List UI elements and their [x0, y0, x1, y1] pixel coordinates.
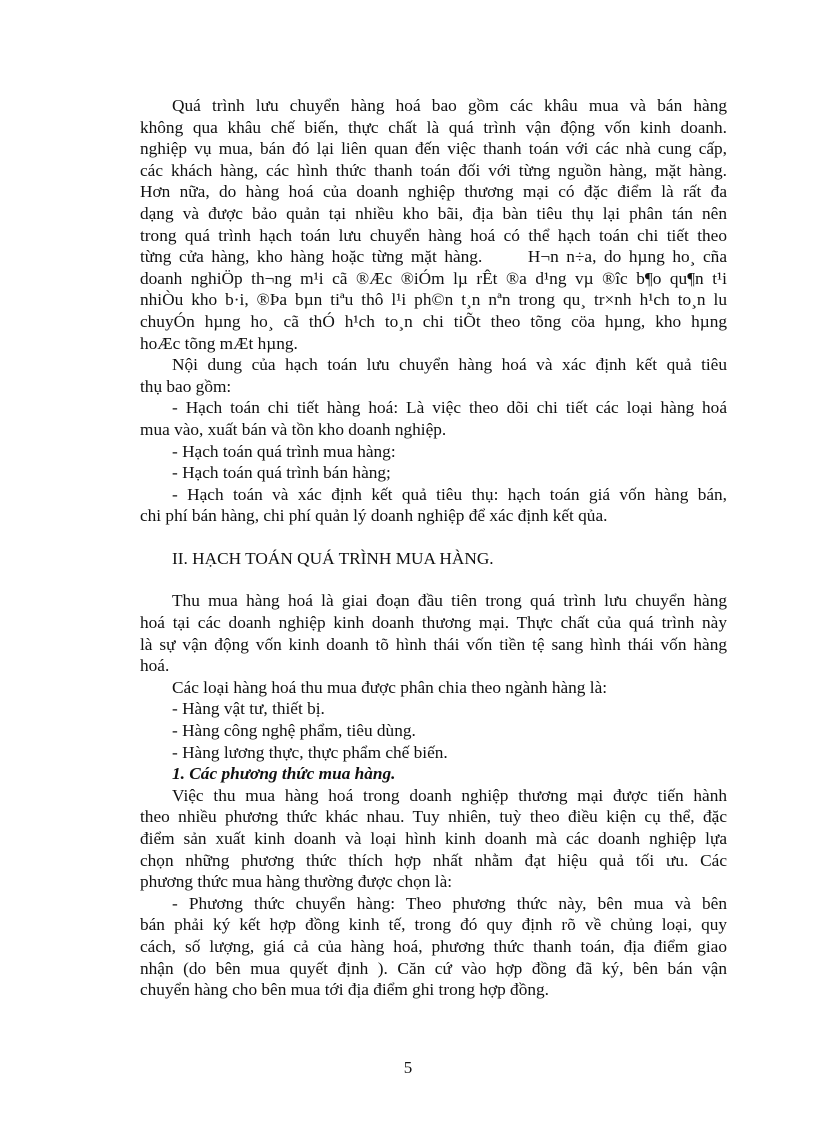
text-line: Nội dung của hạch toán lưu chuyển hàng hoá và xác định kết quả tiêu — [172, 355, 727, 375]
text-line: nghiệp vụ mua, bán đó lại liên quan đến việc thanh toán với các nhà cung cấp, — [140, 139, 727, 159]
text-line: - Hạch toán quá trình mua hàng: — [172, 441, 396, 461]
text-line: - Hàng lương thực, thực phẩm chế biến. — [172, 742, 448, 762]
text-line: chọn những phương thức thích hợp nhất nhằm đạt hiệu quả tối ưu. Các — [140, 850, 727, 870]
text-line: doanh nghiÖp th¬ng m¹i cã ®Æc ®iÓm lµ rÊt ®a d¹ng vµ ®îc b¶o qu¶n t¹i — [140, 268, 727, 288]
text-line: là sự vận động vốn kinh doanh tõ hình thái vốn tiền tệ sang hình thái vốn hàng — [140, 634, 727, 654]
text-line: mua vào, xuất bán và tồn kho doanh nghiệp. — [140, 419, 447, 439]
text-line: dạng và được bảo quản tại nhiều kho bãi, địa bàn tiêu thụ lại phân tán nên — [140, 203, 727, 223]
document-body — [140, 95, 727, 1001]
text-line: theo nhiều phương thức khác nhau. Tuy nhiên, tuỳ theo điều kiện cụ thể, đặc — [140, 807, 727, 827]
page-number: 5 — [403, 1058, 413, 1077]
text-line: - Hạch toán chi tiết hàng hoá: Là việc theo dõi chi tiết các loại hàng hoá — [172, 398, 727, 418]
text-line: không qua khâu chế biến, thực chất là quá trình vận động vốn kinh doanh. — [140, 117, 727, 137]
text-line: trong quá trình hạch toán lưu chuyển hàng hoá có thể hạch toán chi tiết theo — [140, 225, 727, 245]
text-line: điểm sản xuất kinh doanh và loại hình kinh doanh mà các doanh nghiệp lựa — [140, 829, 727, 848]
text-line: - Hàng công nghệ phẩm, tiêu dùng. — [172, 721, 416, 741]
text-line: Thu mua hàng hoá là giai đoạn đầu tiên trong quá trình lưu chuyển hàng — [172, 591, 727, 611]
text-line: chuyển hàng cho bên mua tới địa điểm ghi trong hợp đồng. — [140, 980, 549, 1000]
text-line: chuyÓn hµng ho¸ cã thÓ h¹ch to¸n chi tiÕt theo tõng cöa hµng, kho hµng — [140, 311, 727, 331]
text-line: phương thức mua hàng thường được chọn là: — [140, 872, 453, 892]
text-line: hoá. — [140, 656, 170, 676]
text-line: Các loại hàng hoá thu mua được phân chia theo ngành hàng là: — [172, 677, 608, 697]
text-line: nhận (do bên mua quyết định ). Căn cứ vào hợp đồng đã ký, bên bán vận — [140, 958, 727, 978]
text-line: từng cửa hàng, kho hàng hoặc từng mặt hàng. H¬n n÷a, do hµng ho¸ cña — [140, 247, 727, 267]
text-line: hoá tại các doanh nghiệp kinh doanh thương mại. Thực chất của quá trình này — [140, 613, 727, 633]
text-line: chi phí bán hàng, chi phí quản lý doanh nghiệp để xác định kết qủa. — [140, 506, 608, 526]
text-line: nhiÒu kho b·i, ®Þa bµn tiªu thô l¹i ph©n t¸n nªn trong qu¸ tr×nh h¹ch to¸n lu — [140, 290, 727, 310]
text-line: Hơn nữa, do hàng hoá của doanh nghiệp thương mại có đặc điểm là rất đa — [140, 182, 727, 202]
text-line: Quá trình lưu chuyển hàng hoá bao gồm các khâu mua và bán hàng — [172, 96, 727, 115]
text-line: Việc thu mua hàng hoá trong doanh nghiệp thương mại được tiến hành — [172, 785, 727, 805]
text-line: thụ bao gồm: — [140, 376, 232, 396]
text-line: - Hàng vật tư, thiết bị. — [172, 699, 325, 719]
section-heading: II. HẠCH TOÁN QUÁ TRÌNH MUA HÀNG. — [172, 548, 494, 568]
text-line: các khách hàng, các hình thức thanh toán đối với từng nguồn hàng, mặt hàng. — [140, 160, 727, 180]
text-line: - Hạch toán quá trình bán hàng; — [172, 463, 391, 483]
subsection-heading: 1. Các phương thức mua hàng. — [172, 764, 396, 784]
text-line: hoÆc tõng mÆt hµng. — [140, 333, 298, 353]
text-line: - Phương thức chuyển hàng: Theo phương thức này, bên mua và bên — [172, 893, 727, 913]
text-line: - Hạch toán và xác định kết quả tiêu thụ: hạch toán giá vốn hàng bán, — [172, 484, 727, 504]
text-line: bán phải ký kết hợp đồng kinh tế, trong đó quy định rõ về chủng loại, quy — [140, 915, 727, 935]
text-line: cách, số lượng, giá cả của hàng hoá, phương thức thanh toán, địa điểm giao — [140, 936, 727, 956]
